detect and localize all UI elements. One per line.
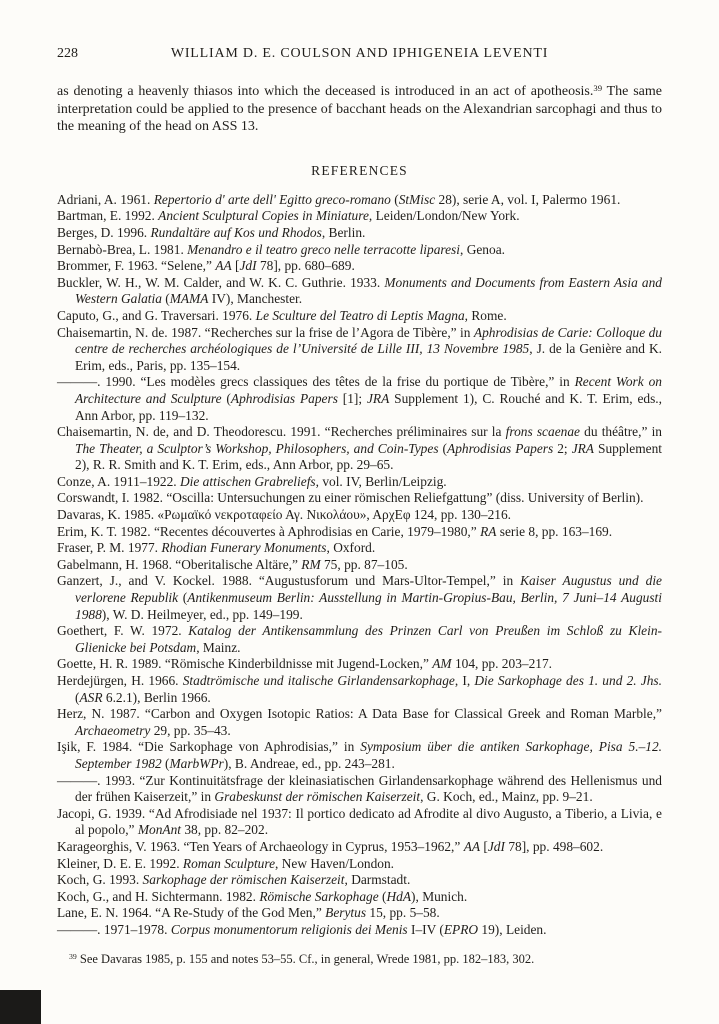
reference-entry: Conze, A. 1911–1922. Die attischen Grabreliefs, vol. IV, Berlin/Leipzig. bbox=[57, 473, 447, 489]
reference-entry: Davaras, K. 1985. «Ρωμαϊκό νεκροταφείο Αγ. Νικολάου», ΑρχΕφ 124, pp. 130–216. bbox=[57, 507, 512, 523]
reference-entry: Ganzert, J., and V. Kockel. 1988. “Augustusforum und Mars-Ultor-Tempel,” in Kaiser Augustus und die verlorene Republik (Antikenmuseum Berlin: Ausstellung in Martin-Gropius-Bau, Berlin, 7 Juni–14 Augusti 1988), W. D. Heilmeyer, ed., pp. 149–199. bbox=[57, 573, 662, 622]
reference-entry: Erim, K. T. 1982. “Recentes découvertes à Aphrodisias en Carie, 1979–1980,” RA serie 8, pp. 163–169. bbox=[57, 523, 613, 539]
reference-entry: Herdejürgen, H. 1966. Stadtrömische und italische Girlandensarkophage, I, Die Sarkophage des 1. und 2. Jhs. (ASR 6.2.1), Berlin 1966. bbox=[57, 673, 662, 705]
scan-artifact-black-corner bbox=[0, 990, 41, 1024]
reference-entry: ———. 1993. “Zur Kontinuitätsfrage der kleinasiatischen Girlandensarkophage während des Hellenismus und der frühen Kaiserzeit,” in Grabeskunst der römischen Kaiserzeit, G. Koch, ed., Mainz, pp. 9–21. bbox=[57, 772, 662, 805]
reference-entry: Bernabò-Brea, L. 1981. Menandro e il teatro greco nelle terracotte liparesi, Genoa. bbox=[57, 241, 505, 257]
reference-entry: Goethert, F. W. 1972. Katalog der Antikensammlung des Prinzen Carl von Preußen im Schloß zu Klein-Glienicke bei Potsdam, Mainz. bbox=[57, 623, 662, 655]
reference-entry: Lane, E. N. 1964. “A Re-Study of the God Men,” Berytus 15, pp. 5–58. bbox=[57, 905, 440, 921]
reference-entry: ———. 1990. “Les modèles grecs classiques des têtes de la frise du portique de Tibère,” in Recent Work on Architecture and Sculpture (Aphrodisias Papers [1]; JRA Supplement 1), C. Rouché and K. T. Erim, eds., Ann Arbor, pp. 119–132. bbox=[57, 374, 663, 423]
body-paragraph: as denoting a heavenly thiasos into which the deceased is introduced in an act of apotheosis.$^{39}$ The same interpretation could be applied to the presence of bacchant heads on the Alexandrian sarcophagi and thus to the meaning of the head on ASS 13. bbox=[57, 82, 662, 135]
reference-entry: Bartman, E. 1992. Ancient Sculptural Copies in Miniature, Leiden/London/New York. bbox=[57, 208, 520, 224]
reference-entry: Jacopi, G. 1939. “Ad Afrodisiade nel 1937: Il portico dedicato ad Afrodite al divo Augusto, a Tiberio, a Livia, e al popolo,” MonAnt 38, pp. 82–202. bbox=[57, 805, 662, 838]
reference-entry: Chaisemartin, N. de, and D. Theodorescu. 1991. “Recherches préliminaires sur la frons scaenae du théâtre,” in The Theater, a Sculptor’s Workshop, Philosophers, and Coin-Types (Aphrodisias Papers 2; JRA Supplement 2), R. R. Smith and K. T. Erim, eds., Ann Arbor, pp. 29–65. bbox=[57, 424, 662, 473]
reference-entry: ———. 1971–1978. Corpus monumentorum religionis dei Menis I–IV (EPRO 19), Leiden. bbox=[57, 921, 547, 937]
reference-entry: Işik, F. 1984. “Die Sarkophage von Aphrodisias,” in Symposium über die antiken Sarkophage, Pisa 5.–12. September 1982 (MarbWPr), B. Andreae, ed., pp. 243–281. bbox=[57, 739, 663, 771]
reference-entry: Gabelmann, H. 1968. “Oberitalische Altäre,” RM 75, pp. 87–105. bbox=[57, 556, 408, 572]
reference-entry: Adriani, A. 1961. Repertorio d' arte dell' Egitto greco-romano (StMisc 28), serie A, vol. I, Palermo 1961. bbox=[57, 191, 621, 207]
reference-entry: Chaisemartin, N. de. 1987. “Recherches sur la frise de l’Agora de Tibère,” in Aphrodisias de Carie: Colloque du centre de recherches archéologiques de l’Université de Lille III, 13 Novembre 1985, J. de la Genière and K. Erim, eds., Paris, pp. 135–154. bbox=[57, 324, 662, 373]
running-header bbox=[57, 46, 662, 62]
references-list bbox=[57, 192, 662, 939]
running-head-title: WILLIAM D. E. COULSON AND IPHIGENEIA LEVENTI bbox=[170, 46, 549, 61]
reference-entry: Buckler, W. H., W. M. Calder, and W. K. C. Guthrie. 1933. Monuments and Documents from Eastern Asia and Western Galatia (MAMA IV), Manchester. bbox=[57, 274, 662, 307]
page-number: 228 bbox=[57, 46, 78, 61]
reference-entry: Koch, G., and H. Sichtermann. 1982. Römische Sarkophage (HdA), Munich. bbox=[57, 888, 468, 904]
reference-entry: Goette, H. R. 1989. “Römische Kinderbildnisse mit Jugend-Locken,” AM 104, pp. 203–217. bbox=[57, 656, 553, 672]
reference-entry: Fraser, P. M. 1977. Rhodian Funerary Monuments, Oxford. bbox=[57, 540, 376, 556]
reference-entry: Koch, G. 1993. Sarkophage der römischen Kaiserzeit, Darmstadt. bbox=[57, 872, 411, 888]
references-heading: REFERENCES bbox=[311, 162, 408, 178]
reference-entry: Herz, N. 1987. “Carbon and Oxygen Isotopic Ratios: A Data Base for Classical Greek and Roman Marble,” Archaeometry 29, pp. 35–43. bbox=[57, 706, 662, 738]
reference-entry: Brommer, F. 1963. “Selene,” AA [JdI 78], pp. 680–689. bbox=[57, 258, 355, 274]
reference-entry: Kleiner, D. E. E. 1992. Roman Sculpture, New Haven/London. bbox=[57, 855, 395, 871]
reference-entry: Berges, D. 1996. Rundaltäre auf Kos und Rhodos, Berlin. bbox=[57, 224, 366, 240]
reference-entry: Corswandt, I. 1982. “Oscilla: Untersuchungen zu einer römischen Reliefgattung” (diss. University of Berlin). bbox=[57, 490, 644, 506]
footnote: $^{39}$ See Davaras 1985, p. 155 and notes 53–55. Cf., in general, Wrede 1981, pp. 182–183, 302. bbox=[69, 951, 535, 966]
reference-entry: Caputo, G., and G. Traversari. 1976. Le Sculture del Teatro di Leptis Magna, Rome. bbox=[57, 307, 507, 323]
reference-entry: Karageorghis, V. 1963. “Ten Years of Archaeology in Cyprus, 1953–1962,” AA [JdI 78], pp. 498–602. bbox=[57, 838, 604, 854]
